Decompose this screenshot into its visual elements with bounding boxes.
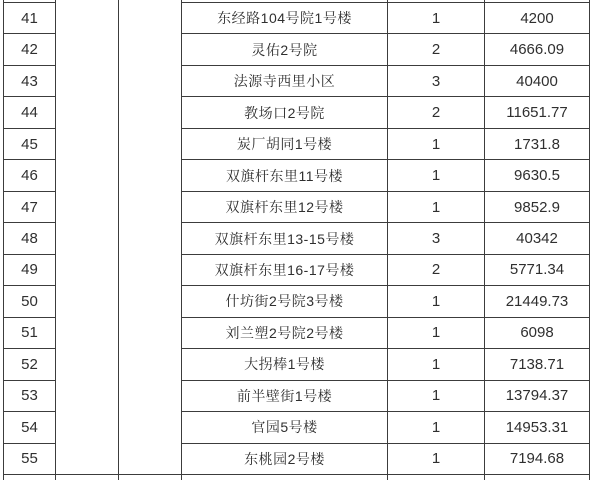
row-number-cell: 54 (3, 412, 56, 443)
building-name-cell: 刘兰塑2号院2号楼 (182, 318, 388, 349)
partial-cell (182, 475, 388, 480)
amount-cell: 21449.73 (485, 286, 590, 317)
empty-cell-2 (119, 192, 182, 223)
building-name-cell: 双旗杆东里13-15号楼 (182, 223, 388, 254)
building-name-cell: 双旗杆东里11号楼 (182, 160, 388, 191)
building-name-cell: 双旗杆东里16-17号楼 (182, 255, 388, 286)
partial-cell (56, 475, 119, 480)
count-cell: 3 (388, 223, 485, 254)
empty-cell-1 (56, 3, 119, 34)
empty-cell-1 (56, 34, 119, 65)
empty-cell-1 (56, 192, 119, 223)
table-row (3, 381, 590, 412)
empty-cell-1 (56, 412, 119, 443)
row-number-cell: 42 (3, 34, 56, 65)
table-row (3, 412, 590, 443)
amount-cell: 7138.71 (485, 349, 590, 380)
amount-cell: 4666.09 (485, 34, 590, 65)
empty-cell-2 (119, 223, 182, 254)
count-cell: 1 (388, 3, 485, 34)
table-row (3, 160, 590, 191)
count-cell: 2 (388, 255, 485, 286)
table-row (3, 3, 590, 34)
table-row (3, 349, 590, 380)
amount-cell: 7194.68 (485, 444, 590, 475)
building-name-cell: 炭厂胡同1号楼 (182, 129, 388, 160)
partial-cell (119, 475, 182, 480)
row-number-cell: 48 (3, 223, 56, 254)
count-cell: 2 (388, 34, 485, 65)
table-row (3, 444, 590, 475)
amount-cell: 6098 (485, 318, 590, 349)
partial-row-bottom (3, 475, 590, 480)
empty-cell-2 (119, 318, 182, 349)
partial-cell (485, 475, 590, 480)
empty-cell-1 (56, 160, 119, 191)
empty-cell-2 (119, 129, 182, 160)
count-cell: 1 (388, 286, 485, 317)
row-number-cell: 53 (3, 381, 56, 412)
empty-cell-2 (119, 255, 182, 286)
building-name-cell: 教场口2号院 (182, 97, 388, 128)
amount-cell: 11651.77 (485, 97, 590, 128)
row-number-cell: 44 (3, 97, 56, 128)
row-number-cell: 45 (3, 129, 56, 160)
row-number-cell: 51 (3, 318, 56, 349)
amount-cell: 5771.34 (485, 255, 590, 286)
count-cell: 1 (388, 349, 485, 380)
empty-cell-1 (56, 223, 119, 254)
empty-cell-2 (119, 349, 182, 380)
row-number-cell: 49 (3, 255, 56, 286)
table-row (3, 255, 590, 286)
empty-cell-2 (119, 97, 182, 128)
table-row (3, 34, 590, 65)
empty-cell-2 (119, 160, 182, 191)
row-number-cell: 46 (3, 160, 56, 191)
row-number-cell: 47 (3, 192, 56, 223)
amount-cell: 14953.31 (485, 412, 590, 443)
empty-cell-1 (56, 349, 119, 380)
empty-cell-2 (119, 66, 182, 97)
building-name-cell: 官园5号楼 (182, 412, 388, 443)
count-cell: 1 (388, 444, 485, 475)
table-row (3, 286, 590, 317)
amount-cell: 9630.5 (485, 160, 590, 191)
empty-cell-2 (119, 444, 182, 475)
table-row (3, 129, 590, 160)
building-name-cell: 大拐棒1号楼 (182, 349, 388, 380)
data-table (3, 0, 590, 480)
building-name-cell: 什坊街2号院3号楼 (182, 286, 388, 317)
count-cell: 1 (388, 160, 485, 191)
amount-cell: 4200 (485, 3, 590, 34)
row-number-cell: 41 (3, 3, 56, 34)
building-name-cell: 法源寺西里小区 (182, 66, 388, 97)
count-cell: 1 (388, 381, 485, 412)
amount-cell: 40342 (485, 223, 590, 254)
row-number-cell: 43 (3, 66, 56, 97)
count-cell: 1 (388, 192, 485, 223)
building-name-cell: 双旗杆东里12号楼 (182, 192, 388, 223)
count-cell: 3 (388, 66, 485, 97)
table-body (3, 3, 590, 475)
partial-cell (388, 475, 485, 480)
table-row (3, 192, 590, 223)
building-name-cell: 前半壁街1号楼 (182, 381, 388, 412)
row-number-cell: 55 (3, 444, 56, 475)
empty-cell-2 (119, 412, 182, 443)
table-row (3, 66, 590, 97)
empty-cell-1 (56, 66, 119, 97)
empty-cell-1 (56, 381, 119, 412)
empty-cell-2 (119, 286, 182, 317)
empty-cell-1 (56, 129, 119, 160)
empty-cell-2 (119, 381, 182, 412)
building-name-cell: 灵佑2号院 (182, 34, 388, 65)
amount-cell: 40400 (485, 66, 590, 97)
empty-cell-2 (119, 34, 182, 65)
count-cell: 1 (388, 412, 485, 443)
amount-cell: 13794.37 (485, 381, 590, 412)
empty-cell-1 (56, 286, 119, 317)
row-number-cell: 50 (3, 286, 56, 317)
count-cell: 1 (388, 129, 485, 160)
empty-cell-1 (56, 255, 119, 286)
amount-cell: 1731.8 (485, 129, 590, 160)
table-row (3, 223, 590, 254)
empty-cell-2 (119, 3, 182, 34)
amount-cell: 9852.9 (485, 192, 590, 223)
count-cell: 1 (388, 318, 485, 349)
partial-cell (3, 475, 56, 480)
empty-cell-1 (56, 444, 119, 475)
building-name-cell: 东经路104号院1号楼 (182, 3, 388, 34)
table-row (3, 97, 590, 128)
empty-cell-1 (56, 97, 119, 128)
count-cell: 2 (388, 97, 485, 128)
building-name-cell: 东桃园2号楼 (182, 444, 388, 475)
row-number-cell: 52 (3, 349, 56, 380)
table-row (3, 318, 590, 349)
empty-cell-1 (56, 318, 119, 349)
